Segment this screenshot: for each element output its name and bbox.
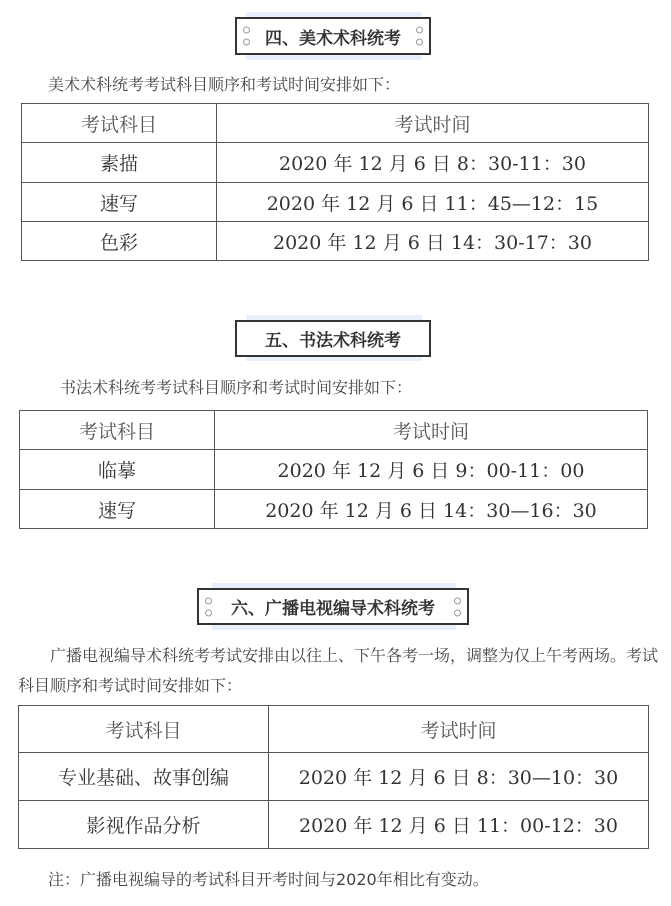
table-row	[19, 801, 649, 849]
time-cell: 2020 年 12 月 6 日 14：30—16：30	[215, 490, 648, 529]
note: 注：广播电视编导的考试科目开考时间与2020年相比有变动。	[48, 870, 489, 889]
table-row	[22, 143, 649, 183]
time-cell: 2020 年 12 月 6 日 8：30-11：30	[217, 143, 649, 183]
schedule-table	[19, 410, 648, 529]
header-cell: 考试时间	[269, 706, 649, 753]
subject-cell: 色彩	[22, 222, 217, 261]
header-cell: 考试时间	[215, 411, 648, 450]
section-heading	[235, 17, 431, 55]
table-row	[22, 183, 649, 222]
schedule-table	[18, 705, 649, 849]
dots-icon	[243, 27, 250, 46]
subject-cell: 速写	[22, 183, 217, 222]
time-cell: 2020 年 12 月 6 日 9：00-11：00	[215, 450, 648, 490]
dots-icon	[454, 597, 461, 616]
header-cell: 考试时间	[217, 104, 649, 143]
dots-icon	[205, 597, 212, 616]
table-row	[20, 450, 648, 490]
subject-cell: 速写	[20, 490, 215, 529]
section-intro: 广播电视编导术科统考考试安排由以往上、下午各考一场，调整为仅上午考两场。考试科目顺序和考试时间安排如下：	[18, 646, 659, 695]
section-intro: 美术术科统考考试科目顺序和考试时间安排如下：	[48, 75, 401, 94]
time-cell: 2020 年 12 月 6 日 11：00-12：30	[269, 801, 649, 849]
time-cell: 2020 年 12 月 6 日 11：45—12：15	[217, 183, 649, 222]
table-header-row	[20, 411, 648, 450]
section-title: 五、书法术科统考	[265, 331, 401, 351]
section-title: 六、广播电视编导术科统考	[231, 599, 435, 619]
subject-cell: 素描	[22, 143, 217, 183]
table-row	[22, 222, 649, 261]
time-cell: 2020 年 12 月 6 日 14：30-17：30	[217, 222, 649, 261]
table-row	[19, 753, 649, 801]
section-title: 四、美术术科统考	[265, 28, 401, 49]
schedule-table	[21, 103, 649, 261]
subject-cell: 影视作品分析	[19, 801, 269, 849]
time-cell: 2020 年 12 月 6 日 8：30—10：30	[269, 753, 649, 801]
section-heading	[197, 588, 469, 625]
section-intro: 书法术科统考考试科目顺序和考试时间安排如下：	[60, 378, 413, 397]
section-heading	[235, 320, 431, 357]
table-header-row	[19, 706, 649, 753]
header-cell: 考试科目	[20, 411, 215, 450]
header-cell: 考试科目	[19, 706, 269, 753]
table-header-row	[22, 104, 649, 143]
subject-cell: 专业基础、故事创编	[19, 753, 269, 801]
table-row	[20, 490, 648, 529]
dots-icon	[416, 27, 423, 46]
header-cell: 考试科目	[22, 104, 217, 143]
subject-cell: 临摹	[20, 450, 215, 490]
